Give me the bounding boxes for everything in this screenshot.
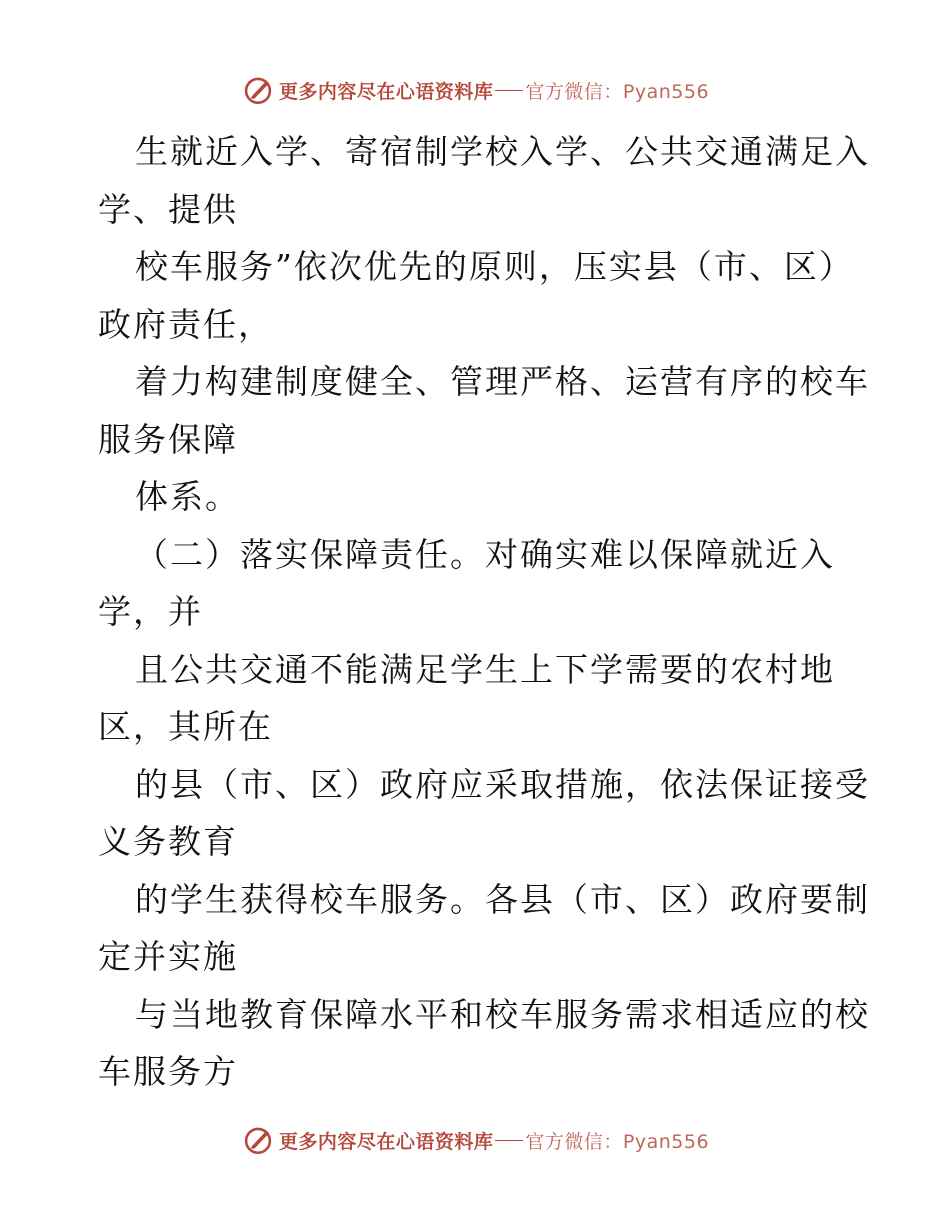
watermark-contact: 官方微信：Pyan556 <box>525 1130 710 1153</box>
watermark-separator <box>495 1140 523 1141</box>
watermark-brand: 更多内容尽在心语资料库 <box>278 80 494 103</box>
text-line: 政府责任， <box>98 304 273 344</box>
text-line: 车服务方 <box>98 1052 238 1091</box>
text-line: 且公共交通不能满足学生上下学需要的农村地 <box>135 649 835 689</box>
watermark-brand: 更多内容尽在心语资料库 <box>278 1130 494 1153</box>
text-line: 的县（市、区）政府应采取措施，依法保证接受 <box>135 764 870 804</box>
text-line: （二）落实保障责任。对确实难以保障就近入 <box>135 534 835 574</box>
header-watermark <box>0 70 950 110</box>
text-line: 区，其所在 <box>98 707 273 746</box>
text-line: 定并实施 <box>98 937 238 976</box>
watermark-contact: 官方微信：Pyan556 <box>525 80 710 103</box>
text-line: 学，并 <box>98 592 203 631</box>
text-line: 的学生获得校车服务。各县（市、区）政府要制 <box>135 879 870 919</box>
text-line: 与当地教育保障水平和校车服务需求相适应的校 <box>135 994 870 1034</box>
document-body <box>98 123 870 1101</box>
text-line: 义务教育 <box>98 822 238 861</box>
text-line: 校车服务”依次优先的原则，压实县（市、区） <box>135 247 854 286</box>
footer-watermark <box>0 1120 950 1160</box>
text-line: 生就近入学、寄宿制学校入学、公共交通满足入 <box>135 132 870 171</box>
brand-logo-icon <box>241 73 275 107</box>
text-line: 体系。 <box>135 477 240 516</box>
text-line: 学、提供 <box>98 189 238 229</box>
watermark-separator <box>495 90 523 91</box>
text-line: 着力构建制度健全、管理严格、运营有序的校车 <box>135 362 870 401</box>
brand-logo-icon <box>241 1123 275 1157</box>
text-line: 服务保障 <box>98 419 238 459</box>
